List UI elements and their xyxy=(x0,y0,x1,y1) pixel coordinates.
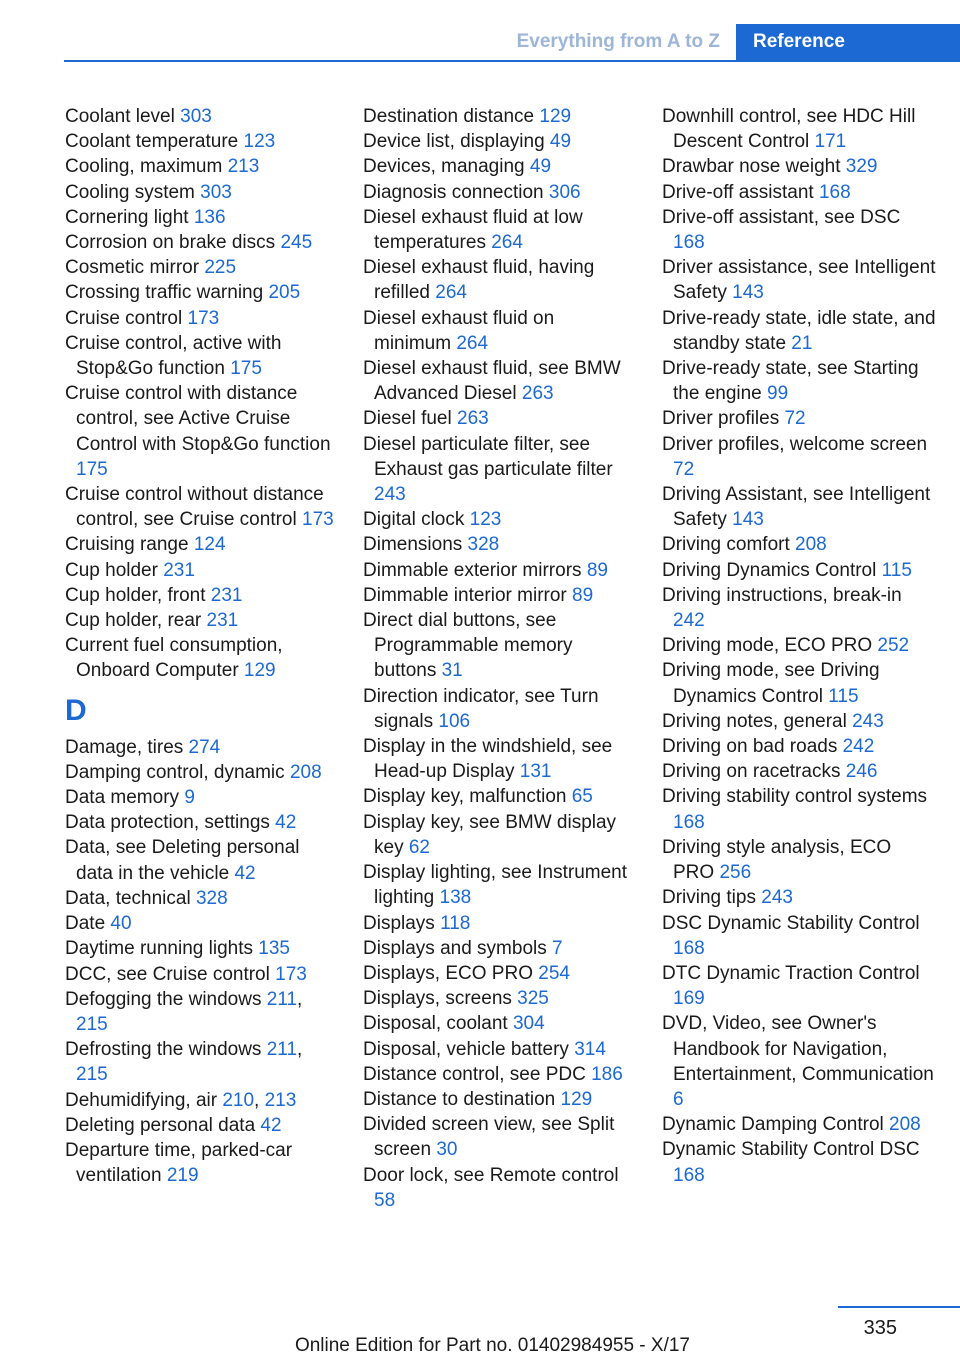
page-ref-link[interactable]: 231 xyxy=(163,559,195,581)
page-ref-link[interactable]: 243 xyxy=(374,484,406,506)
index-entry-text: Cosmetic mirror xyxy=(65,257,205,279)
page-ref-link[interactable]: 72 xyxy=(673,458,695,480)
page-ref-link[interactable]: 186 xyxy=(591,1063,623,1085)
page-ref-link[interactable]: 252 xyxy=(877,635,910,657)
index-entry xyxy=(363,860,635,910)
index-entry-text: Disposal, vehicle battery xyxy=(363,1038,575,1060)
index-entry xyxy=(363,406,635,431)
page-ref-link[interactable]: 215 xyxy=(76,1064,108,1086)
index-entry xyxy=(65,583,337,608)
index-entry xyxy=(363,180,635,205)
page-ref-link[interactable]: 129 xyxy=(243,660,276,682)
index-entry-text: Diesel exhaust fluid, see BMW Advanced Diesel xyxy=(363,358,621,405)
page-ref-link[interactable]: 254 xyxy=(538,962,570,984)
page-ref-link[interactable]: 89 xyxy=(586,559,608,581)
page-ref-link[interactable]: 65 xyxy=(571,786,593,808)
index-entry-text: Display in the windshield, see Head-up Display xyxy=(363,736,613,783)
index-entry-text: Display key, see BMW display key xyxy=(363,811,617,858)
index-entry xyxy=(662,709,936,734)
page-ref-link[interactable]: 205 xyxy=(268,282,301,304)
page-ref-link[interactable]: 173 xyxy=(302,509,334,531)
page-ref-link[interactable]: 329 xyxy=(845,156,878,178)
page-ref-link[interactable]: 123 xyxy=(469,509,502,531)
ref-separator: , xyxy=(297,1039,303,1061)
page-ref-link[interactable]: 328 xyxy=(195,887,228,909)
index-entry xyxy=(662,532,936,557)
index-entry-text: Displays, screens xyxy=(363,988,518,1010)
page-ref-link[interactable]: 171 xyxy=(814,131,847,153)
index-entry-text: Cup holder xyxy=(65,559,164,581)
page-ref-link[interactable]: 62 xyxy=(408,836,430,858)
page-ref-link[interactable]: 303 xyxy=(180,106,212,127)
index-entry-text: Driving instructions, break-in xyxy=(662,584,902,606)
index-entry xyxy=(662,104,936,154)
page-ref-link[interactable]: 143 xyxy=(732,509,764,531)
page-ref-link[interactable]: 246 xyxy=(845,761,878,783)
index-entry-text: Device list, displaying xyxy=(363,131,550,153)
page-ref-link[interactable]: 42 xyxy=(275,812,297,834)
index-entry xyxy=(363,1011,635,1036)
index-letter-heading: D xyxy=(65,693,87,727)
index-entry xyxy=(662,482,936,532)
index-entry-text: DCC, see Cruise control xyxy=(65,963,276,985)
index-entry-text: Damage, tires xyxy=(65,736,189,758)
page-ref-link[interactable]: 208 xyxy=(889,1114,921,1136)
index-entry xyxy=(363,911,635,936)
index-entry-text: Driver profiles xyxy=(662,408,785,430)
index-entry-text: Distance to destination xyxy=(363,1088,561,1110)
index-entry xyxy=(65,306,337,331)
index-entry-text: Display lighting, see Instrument lighting xyxy=(363,862,628,909)
page-ref-link[interactable]: 42 xyxy=(234,862,256,884)
index-entry-text: Driving mode, see Driving Dynamics Control xyxy=(662,660,880,707)
page-ref-link[interactable]: 99 xyxy=(767,383,789,405)
index-entry xyxy=(662,1112,936,1137)
page-ref-link[interactable]: 138 xyxy=(439,887,472,909)
index-entry xyxy=(662,784,936,834)
index-entry xyxy=(363,583,635,608)
page-ref-link[interactable]: 175 xyxy=(76,458,108,480)
index-entry-text: Deleting personal data xyxy=(65,1114,261,1136)
index-entry xyxy=(363,558,635,583)
index-entry xyxy=(363,306,635,356)
index-entry-text: Crossing traffic warning xyxy=(65,282,269,304)
page-ref-link[interactable]: 115 xyxy=(828,685,859,707)
index-entry-text: Cruising range xyxy=(65,534,194,556)
page-ref-link[interactable]: 231 xyxy=(206,610,239,632)
page-ref-link[interactable]: 131 xyxy=(519,761,552,783)
page-ref-link[interactable]: 211 xyxy=(266,988,298,1010)
index-entry xyxy=(363,432,635,508)
page-ref-link[interactable]: 173 xyxy=(275,963,307,985)
index-entry xyxy=(662,583,936,633)
index-entry-text: Date xyxy=(65,913,111,935)
index-entry xyxy=(65,760,337,785)
page-ref-link[interactable]: 264 xyxy=(435,282,467,304)
index-entry-text: Diesel particulate filter, see Exhaust gas particulate filter xyxy=(363,433,613,480)
index-entry xyxy=(662,558,936,583)
page-ref-link[interactable]: 129 xyxy=(560,1088,593,1110)
footer-rule xyxy=(838,1306,960,1308)
index-entry-text: Driver profiles, welcome screen xyxy=(662,433,928,455)
index-entry-text: Divided screen view, see Split screen xyxy=(363,1114,615,1161)
index-entry xyxy=(363,784,635,809)
index-entry xyxy=(65,331,337,381)
index-entry xyxy=(363,104,635,129)
page-ref-link[interactable]: 30 xyxy=(436,1139,458,1161)
page-ref-link[interactable]: 115 xyxy=(881,559,912,581)
index-entry-text: Cooling system xyxy=(65,181,201,203)
index-entry xyxy=(65,381,337,482)
index-entry xyxy=(363,129,635,154)
index-entry-text: Diagnosis connection xyxy=(363,181,549,203)
index-entry xyxy=(662,205,936,255)
index-entry-text: Driving mode, ECO PRO xyxy=(662,635,878,657)
index-entry-text: Driving on bad roads xyxy=(662,736,843,758)
index-entry xyxy=(363,986,635,1011)
index-entry xyxy=(662,356,936,406)
page-ref-link[interactable]: 89 xyxy=(572,584,594,606)
index-entry xyxy=(65,633,337,683)
page-ref-link[interactable]: 328 xyxy=(467,534,500,556)
index-entry xyxy=(65,785,337,810)
page-header xyxy=(0,24,960,62)
page-ref-link[interactable]: 243 xyxy=(761,887,793,909)
index-entry xyxy=(65,205,337,230)
index-entry-text: Driving on racetracks xyxy=(662,761,846,783)
index-entry-text: Cooling, maximum xyxy=(65,156,228,178)
page-ref-link[interactable]: 256 xyxy=(719,862,752,884)
index-entry xyxy=(65,255,337,280)
index-entry-text: Displays xyxy=(363,912,441,934)
index-entry-text: Dimmable interior mirror xyxy=(363,584,573,606)
index-entry-text: Drive-off assistant, see DSC xyxy=(662,206,901,228)
index-entry-text: Data, technical xyxy=(65,887,196,909)
index-entry-text: Diesel fuel xyxy=(363,408,457,430)
index-entry xyxy=(662,734,936,759)
index-entry-text: Drive-ready state, see Starting the engine xyxy=(662,358,919,405)
index-entry-text: Diesel exhaust fluid at low temperatures xyxy=(363,206,583,254)
index-entry-text: Defrosting the windows xyxy=(65,1039,267,1061)
index-entry-text: Driving style analysis, ECO PRO xyxy=(662,836,892,884)
page-ref-link[interactable]: 231 xyxy=(210,584,243,606)
index-entry-text: Defogging the windows xyxy=(65,988,267,1010)
index-column-2 xyxy=(363,104,635,1213)
page-ref-link[interactable]: 106 xyxy=(438,710,471,732)
index-entry-text: Driving stability control systems xyxy=(662,786,928,808)
index-entry xyxy=(65,104,337,129)
index-entry-text: Daytime running lights xyxy=(65,938,259,960)
index-entry xyxy=(662,306,936,356)
index-entry xyxy=(662,835,936,885)
index-entry-text: Coolant temperature xyxy=(65,131,244,153)
index-entry xyxy=(363,1112,635,1162)
index-entry xyxy=(65,532,337,557)
index-entry xyxy=(363,810,635,860)
index-entry xyxy=(65,558,337,583)
header-rule xyxy=(64,60,960,62)
index-entry-text: Cruise control, active with Stop&Go function xyxy=(65,332,282,380)
index-entry-text: Digital clock xyxy=(363,509,470,531)
index-entry-text: Dehumidifying, air xyxy=(65,1089,223,1111)
index-entry xyxy=(662,911,936,961)
index-entry-text: Downhill control, see HDC Hill Descent Control xyxy=(662,106,916,153)
index-entry xyxy=(65,1138,337,1188)
edition-note: Online Edition for Part no. 01402984955 - X/17 xyxy=(294,1335,690,1356)
index-entry xyxy=(65,987,337,1037)
page-ref-link[interactable]: 129 xyxy=(539,106,572,127)
page-ref-link[interactable]: 123 xyxy=(243,131,276,153)
page-ref-link[interactable]: 49 xyxy=(529,156,552,178)
index-entry-text: Displays and symbols xyxy=(363,937,553,959)
page-ref-link[interactable]: 314 xyxy=(574,1038,606,1060)
index-entry xyxy=(65,180,337,205)
page-ref-link[interactable]: 213 xyxy=(264,1089,297,1111)
index-entry xyxy=(662,255,936,305)
index-entry-text: Direction indicator, see Turn signals xyxy=(363,685,599,732)
index-entry-text: Disposal, coolant xyxy=(363,1013,513,1035)
page-ref-link[interactable]: 9 xyxy=(184,787,195,809)
index-entry-text: Diesel exhaust fluid, having refilled xyxy=(363,257,595,304)
index-entry-text: DVD, Video, see Owner's Handbook for Navigation, Entertainment, Communication xyxy=(662,1013,934,1085)
page-ref-link[interactable]: 42 xyxy=(260,1114,282,1136)
index-entry xyxy=(65,810,337,835)
page-ref-link[interactable]: 168 xyxy=(673,937,705,959)
index-entry xyxy=(65,230,337,255)
index-entry-text: Cup holder, rear xyxy=(65,610,207,632)
index-column-1 xyxy=(65,104,337,1188)
page-ref-link[interactable]: 168 xyxy=(818,181,851,203)
page-ref-link[interactable]: 325 xyxy=(517,988,549,1010)
index-entry-text: Displays, ECO PRO xyxy=(363,962,539,984)
index-entry-text: DSC Dynamic Stability Control xyxy=(662,912,920,934)
page-ref-link[interactable]: 213 xyxy=(227,156,260,178)
index-entry-text: Corrosion on brake discs xyxy=(65,232,281,254)
page-ref-link[interactable]: 31 xyxy=(441,660,463,682)
page-ref-link[interactable]: 169 xyxy=(673,988,705,1010)
index-entry-text: Cup holder, front xyxy=(65,584,211,606)
page-ref-link[interactable]: 274 xyxy=(188,736,221,758)
page-number: 335 xyxy=(863,1317,897,1339)
index-entry-text: Cruise control with distance control, see Active Cruise Control with Stop&Go function xyxy=(65,383,331,455)
index-entry-text: Dynamic Damping Control xyxy=(662,1114,890,1136)
page-ref-link[interactable]: 304 xyxy=(512,1013,545,1035)
index-entry xyxy=(662,1011,936,1112)
page-ref-link[interactable]: 243 xyxy=(852,710,884,732)
page-ref-link[interactable]: 264 xyxy=(456,332,489,354)
index-entry-text: Direct dial buttons, see Programmable memory buttons xyxy=(363,610,573,682)
page-ref-link[interactable]: 208 xyxy=(795,534,827,556)
index-entry-text: Dimensions xyxy=(363,534,468,556)
index-entry-text: DTC Dynamic Traction Control xyxy=(662,962,920,984)
index-entry xyxy=(363,205,635,255)
index-entry xyxy=(662,759,936,784)
index-entry-text: Cruise control without distance control, see Cruise control xyxy=(65,484,324,531)
index-entry-text: Departure time, parked-car ventilation xyxy=(65,1139,293,1187)
index-entry xyxy=(65,482,337,532)
index-entry xyxy=(363,255,635,305)
page-ref-link[interactable]: 225 xyxy=(204,257,237,279)
page-ref-link[interactable]: 143 xyxy=(732,282,764,304)
index-entry xyxy=(662,432,936,482)
page-ref-link[interactable]: 49 xyxy=(549,131,572,153)
index-entry xyxy=(363,608,635,684)
page-ref-link[interactable]: 40 xyxy=(110,913,132,935)
index-entry xyxy=(363,532,635,557)
index-entry xyxy=(363,961,635,986)
index-entry-text: Distance control, see PDC xyxy=(363,1063,592,1085)
page-ref-link[interactable]: 219 xyxy=(166,1165,199,1187)
index-entry xyxy=(65,735,337,760)
index-entry-text: Diesel exhaust fluid on minimum xyxy=(363,307,555,354)
index-entry xyxy=(363,507,635,532)
index-entry-text: Current fuel consumption, Onboard Computer xyxy=(65,635,283,682)
index-entry xyxy=(65,911,337,936)
ref-separator: , xyxy=(297,988,303,1010)
index-entry xyxy=(662,1137,936,1187)
index-entry-text: Dynamic Stability Control DSC xyxy=(662,1139,920,1161)
page-ref-link[interactable]: 215 xyxy=(76,1013,108,1035)
page-ref-link[interactable]: 211 xyxy=(266,1039,298,1061)
index-column-3 xyxy=(662,104,936,1188)
index-entry-text: Drive-ready state, idle state, and standby state xyxy=(662,307,936,354)
index-entry xyxy=(363,1037,635,1062)
index-entry xyxy=(662,885,936,910)
index-entry-text: Devices, managing xyxy=(363,156,530,178)
index-entry xyxy=(363,1087,635,1112)
page-ref-link[interactable]: 306 xyxy=(548,181,581,203)
index-entry-text: Display key, malfunction xyxy=(363,786,572,808)
index-entry-text: Drive-off assistant xyxy=(662,181,819,203)
index-entry xyxy=(65,835,337,885)
page-ref-link[interactable]: 168 xyxy=(673,1164,705,1186)
page-ref-link[interactable]: 136 xyxy=(193,206,226,228)
index-entry-text: Cornering light xyxy=(65,206,194,228)
index-entry-text: Data protection, settings xyxy=(65,812,276,834)
index-entry xyxy=(65,129,337,154)
index-entry xyxy=(662,961,936,1011)
index-entry-text: Driving tips xyxy=(662,887,762,909)
index-entry-text: Driving comfort xyxy=(662,534,796,556)
index-entry-text: Cruise control xyxy=(65,307,188,329)
index-entry-text: Dimmable exterior mirrors xyxy=(363,559,587,581)
page-ref-link[interactable]: 242 xyxy=(673,610,705,632)
ref-separator: , xyxy=(254,1089,265,1111)
page-ref-link[interactable]: 58 xyxy=(374,1189,396,1211)
index-entry xyxy=(662,633,936,658)
index-entry xyxy=(662,154,936,179)
index-entry xyxy=(65,936,337,961)
page-ref-link[interactable]: 245 xyxy=(280,232,313,254)
index-entry xyxy=(363,734,635,784)
index-entry-text: Door lock, see Remote control xyxy=(363,1164,619,1186)
page-ref-link[interactable]: 124 xyxy=(193,534,226,556)
index-entry-text: Driving Dynamics Control xyxy=(662,559,882,581)
page-ref-link[interactable]: 21 xyxy=(791,332,813,354)
index-entry xyxy=(65,1088,337,1113)
page-ref-link[interactable]: 168 xyxy=(673,232,705,254)
index-entry-text: Data, see Deleting personal data in the vehicle xyxy=(65,837,300,884)
index-entry xyxy=(363,1163,635,1213)
page-ref-link[interactable]: 208 xyxy=(289,761,322,783)
index-entry-text: Driver assistance, see Intelligent Safety xyxy=(662,257,936,304)
page-ref-link[interactable]: 263 xyxy=(457,408,489,430)
section-tab-reference[interactable]: Reference xyxy=(736,24,960,60)
page-ref-link[interactable]: 6 xyxy=(673,1088,684,1110)
page-ref-link[interactable]: 175 xyxy=(230,358,262,380)
index-entry xyxy=(65,886,337,911)
page-ref-link[interactable]: 303 xyxy=(200,181,232,203)
index-entry-text: Driving notes, general xyxy=(662,710,853,732)
breadcrumb[interactable]: Everything from A to Z xyxy=(516,31,720,52)
index-entry xyxy=(363,154,635,179)
page-ref-link[interactable]: 242 xyxy=(842,736,875,758)
index-entry xyxy=(65,962,337,987)
index-entry xyxy=(363,356,635,406)
page-ref-link[interactable]: 168 xyxy=(673,811,705,833)
index-entry xyxy=(662,180,936,205)
index-entry xyxy=(65,608,337,633)
page-ref-link[interactable]: 173 xyxy=(187,307,220,329)
page-ref-link[interactable]: 264 xyxy=(491,232,523,254)
index-entry xyxy=(363,684,635,734)
page-ref-link[interactable]: 263 xyxy=(521,383,554,405)
page-ref-link[interactable]: 118 xyxy=(440,912,471,934)
page-ref-link[interactable]: 72 xyxy=(784,408,806,430)
page-ref-link[interactable]: 7 xyxy=(552,937,563,959)
index-entry-text: Driving Assistant, see Intelligent Safety xyxy=(662,484,931,531)
page-ref-link[interactable]: 135 xyxy=(258,938,290,960)
index-entry-text: Drawbar nose weight xyxy=(662,156,846,178)
index-entry xyxy=(363,1062,635,1087)
index-entry-text: Coolant level xyxy=(65,106,181,127)
index-entry xyxy=(65,1037,337,1087)
index-entry xyxy=(65,1113,337,1138)
index-entry xyxy=(65,280,337,305)
index-entry-text: Destination distance xyxy=(363,106,540,127)
index-entry xyxy=(662,406,936,431)
index-entry-text: Damping control, dynamic xyxy=(65,761,290,783)
page-ref-link[interactable]: 210 xyxy=(222,1089,255,1111)
index-entry-text: Data memory xyxy=(65,787,185,809)
index-entry xyxy=(363,936,635,961)
index-entry xyxy=(662,658,936,708)
index-entry xyxy=(65,154,337,179)
